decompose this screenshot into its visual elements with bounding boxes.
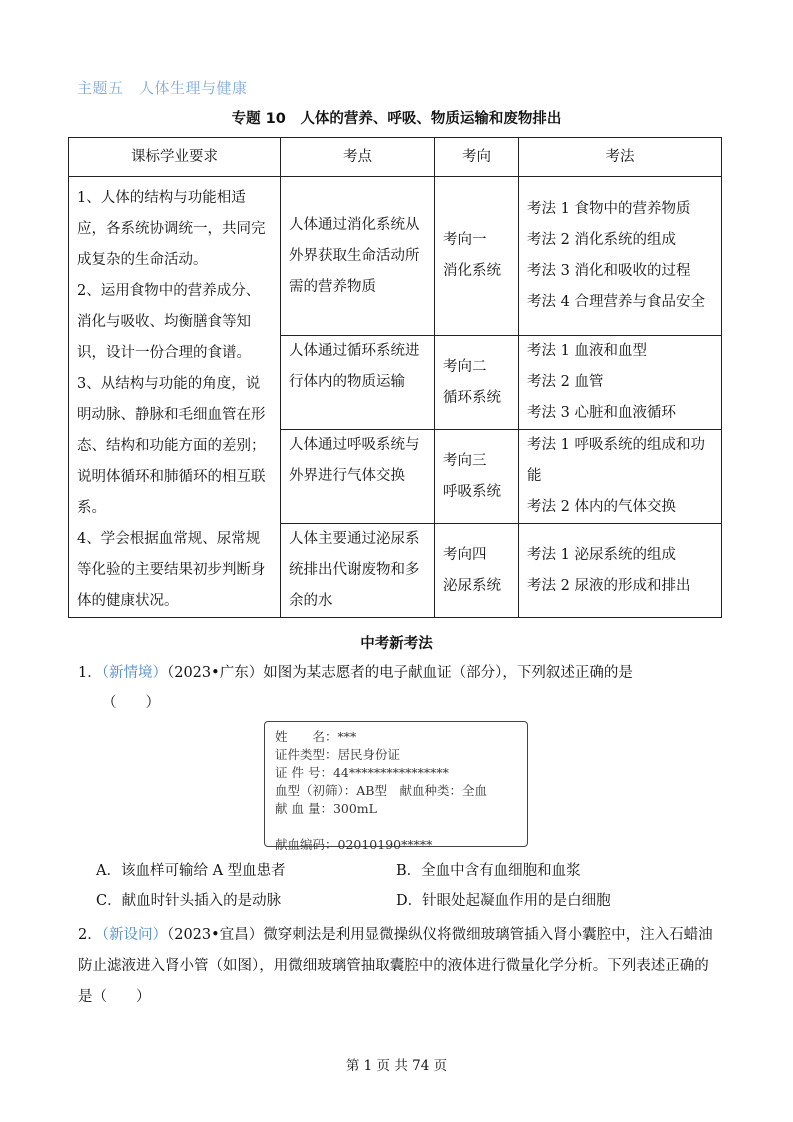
question-2 xyxy=(78,920,723,1013)
card-line xyxy=(275,818,527,836)
direction-cell xyxy=(435,430,519,524)
method-item: 考法 2 体内的气体交换 xyxy=(527,499,676,515)
point-cell: 人体通过循环系统进行体内的物质运输 xyxy=(281,336,435,430)
header-direction: 考向 xyxy=(435,138,519,177)
option-d: D．针眼处起凝血作用的是白细胞 xyxy=(396,893,611,909)
answer-blank: （ ） xyxy=(102,695,160,711)
direction-name: 消化系统 xyxy=(443,263,501,279)
direction-label: 考向一 xyxy=(443,232,487,248)
direction-name: 呼吸系统 xyxy=(443,483,501,500)
card-line: 血型（初筛）：AB型 献血种类：全血 xyxy=(275,783,487,798)
direction-name: 泌尿系统 xyxy=(443,577,501,594)
method-item: 考法 2 血管 xyxy=(527,374,604,390)
method-item: 考法 4 合理营养与食品安全 xyxy=(527,294,705,310)
method-item: 考法 1 呼吸系统的组成和功能 xyxy=(527,437,705,484)
requirement-item: 3、从结构与功能的角度，说明动脉、静脉和毛细血管在形态、结构和功能方面的差别；说明体循环和肺循环的相互联系。 xyxy=(77,376,266,516)
question-1 xyxy=(78,658,723,718)
header-point: 考点 xyxy=(281,138,435,177)
question-tag: （新情境） xyxy=(101,665,167,681)
method-cell xyxy=(519,336,722,430)
header-requirements: 课标学业要求 xyxy=(69,138,281,177)
option-c: C．献血时针头插入的是动脉 xyxy=(96,893,282,909)
method-cell xyxy=(519,430,722,524)
method-item: 考法 1 食物中的营养物质 xyxy=(527,201,691,217)
direction-name: 循环系统 xyxy=(443,389,501,406)
card-line: 证 件 号：44**************** xyxy=(275,765,449,780)
question-tag: （新设问） xyxy=(101,927,167,943)
method-cell xyxy=(519,524,722,618)
question-number: 1． xyxy=(78,665,102,681)
card-line: 献血编码：02010190***** xyxy=(275,837,433,852)
point-cell: 人体主要通过泌尿系统排出代谢废物和多余的水 xyxy=(281,524,435,618)
card-line: 证件类型：居民身份证 xyxy=(275,747,401,762)
direction-cell xyxy=(435,336,519,430)
point-cell: 人体通过消化系统从外界获取生命活动所需的营养物质 xyxy=(281,177,435,336)
requirement-item: 1、人体的结构与功能相适应，各系统协调统一，共同完成复杂的生命活动。 xyxy=(77,190,266,268)
direction-label: 考向三 xyxy=(443,452,487,469)
direction-label: 考向二 xyxy=(443,358,487,375)
requirement-item: 4、学会根据血常规、尿常规等化验的主要结果初步判断身体的健康状况。 xyxy=(77,531,266,609)
theme-title: 主题五 人体生理与健康 xyxy=(77,79,248,97)
card-line: 姓 名：*** xyxy=(275,729,357,744)
card-line: 献 血 量：300mL xyxy=(275,801,377,816)
section-title: 中考新考法 xyxy=(360,636,433,652)
method-item: 考法 2 消化系统的组成 xyxy=(527,232,676,248)
header-method: 考法 xyxy=(519,138,722,177)
option-b: B．全血中含有血细胞和血浆 xyxy=(396,863,581,879)
question-text: （2023•宜昌）微穿刺法是利用显微操纵仪将微细玻璃管插入肾小囊腔中，注入石蜡油防止滤液进入肾小管（如图），用微细玻璃管抽取囊腔中的液体进行微量化学分析。下列表述正确的是（ ） xyxy=(78,927,713,1005)
method-cell xyxy=(519,177,722,336)
point-cell: 人体通过呼吸系统与外界进行气体交换 xyxy=(281,430,435,524)
method-item: 考法 2 尿液的形成和排出 xyxy=(527,577,691,594)
option-a: A．该血样可输给 A 型血患者 xyxy=(96,863,286,879)
question-number: 2． xyxy=(78,927,102,943)
requirement-item: 2、运用食物中的营养成分、消化与吸收、均衡膳食等知识，设计一份合理的食谱。 xyxy=(77,283,261,361)
direction-cell xyxy=(435,177,519,336)
method-item: 考法 3 心脏和血液循环 xyxy=(527,405,676,421)
question-text: （2023•广东）如图为某志愿者的电子献血证（部分），下列叙述正确的是 xyxy=(166,665,633,681)
method-item: 考法 1 血液和血型 xyxy=(527,343,647,359)
topic-subtitle: 专题 10 人体的营养、呼吸、物质运输和废物排出 xyxy=(231,111,562,127)
direction-cell xyxy=(435,524,519,618)
method-item: 考法 3 消化和吸收的过程 xyxy=(527,263,691,279)
method-item: 考法 1 泌尿系统的组成 xyxy=(527,546,676,563)
direction-label: 考向四 xyxy=(443,546,487,563)
requirements-cell xyxy=(69,177,281,618)
requirements-table xyxy=(68,137,722,618)
blood-donation-card xyxy=(264,721,528,852)
page-footer: 第 1 页 共 74 页 xyxy=(345,1058,448,1074)
